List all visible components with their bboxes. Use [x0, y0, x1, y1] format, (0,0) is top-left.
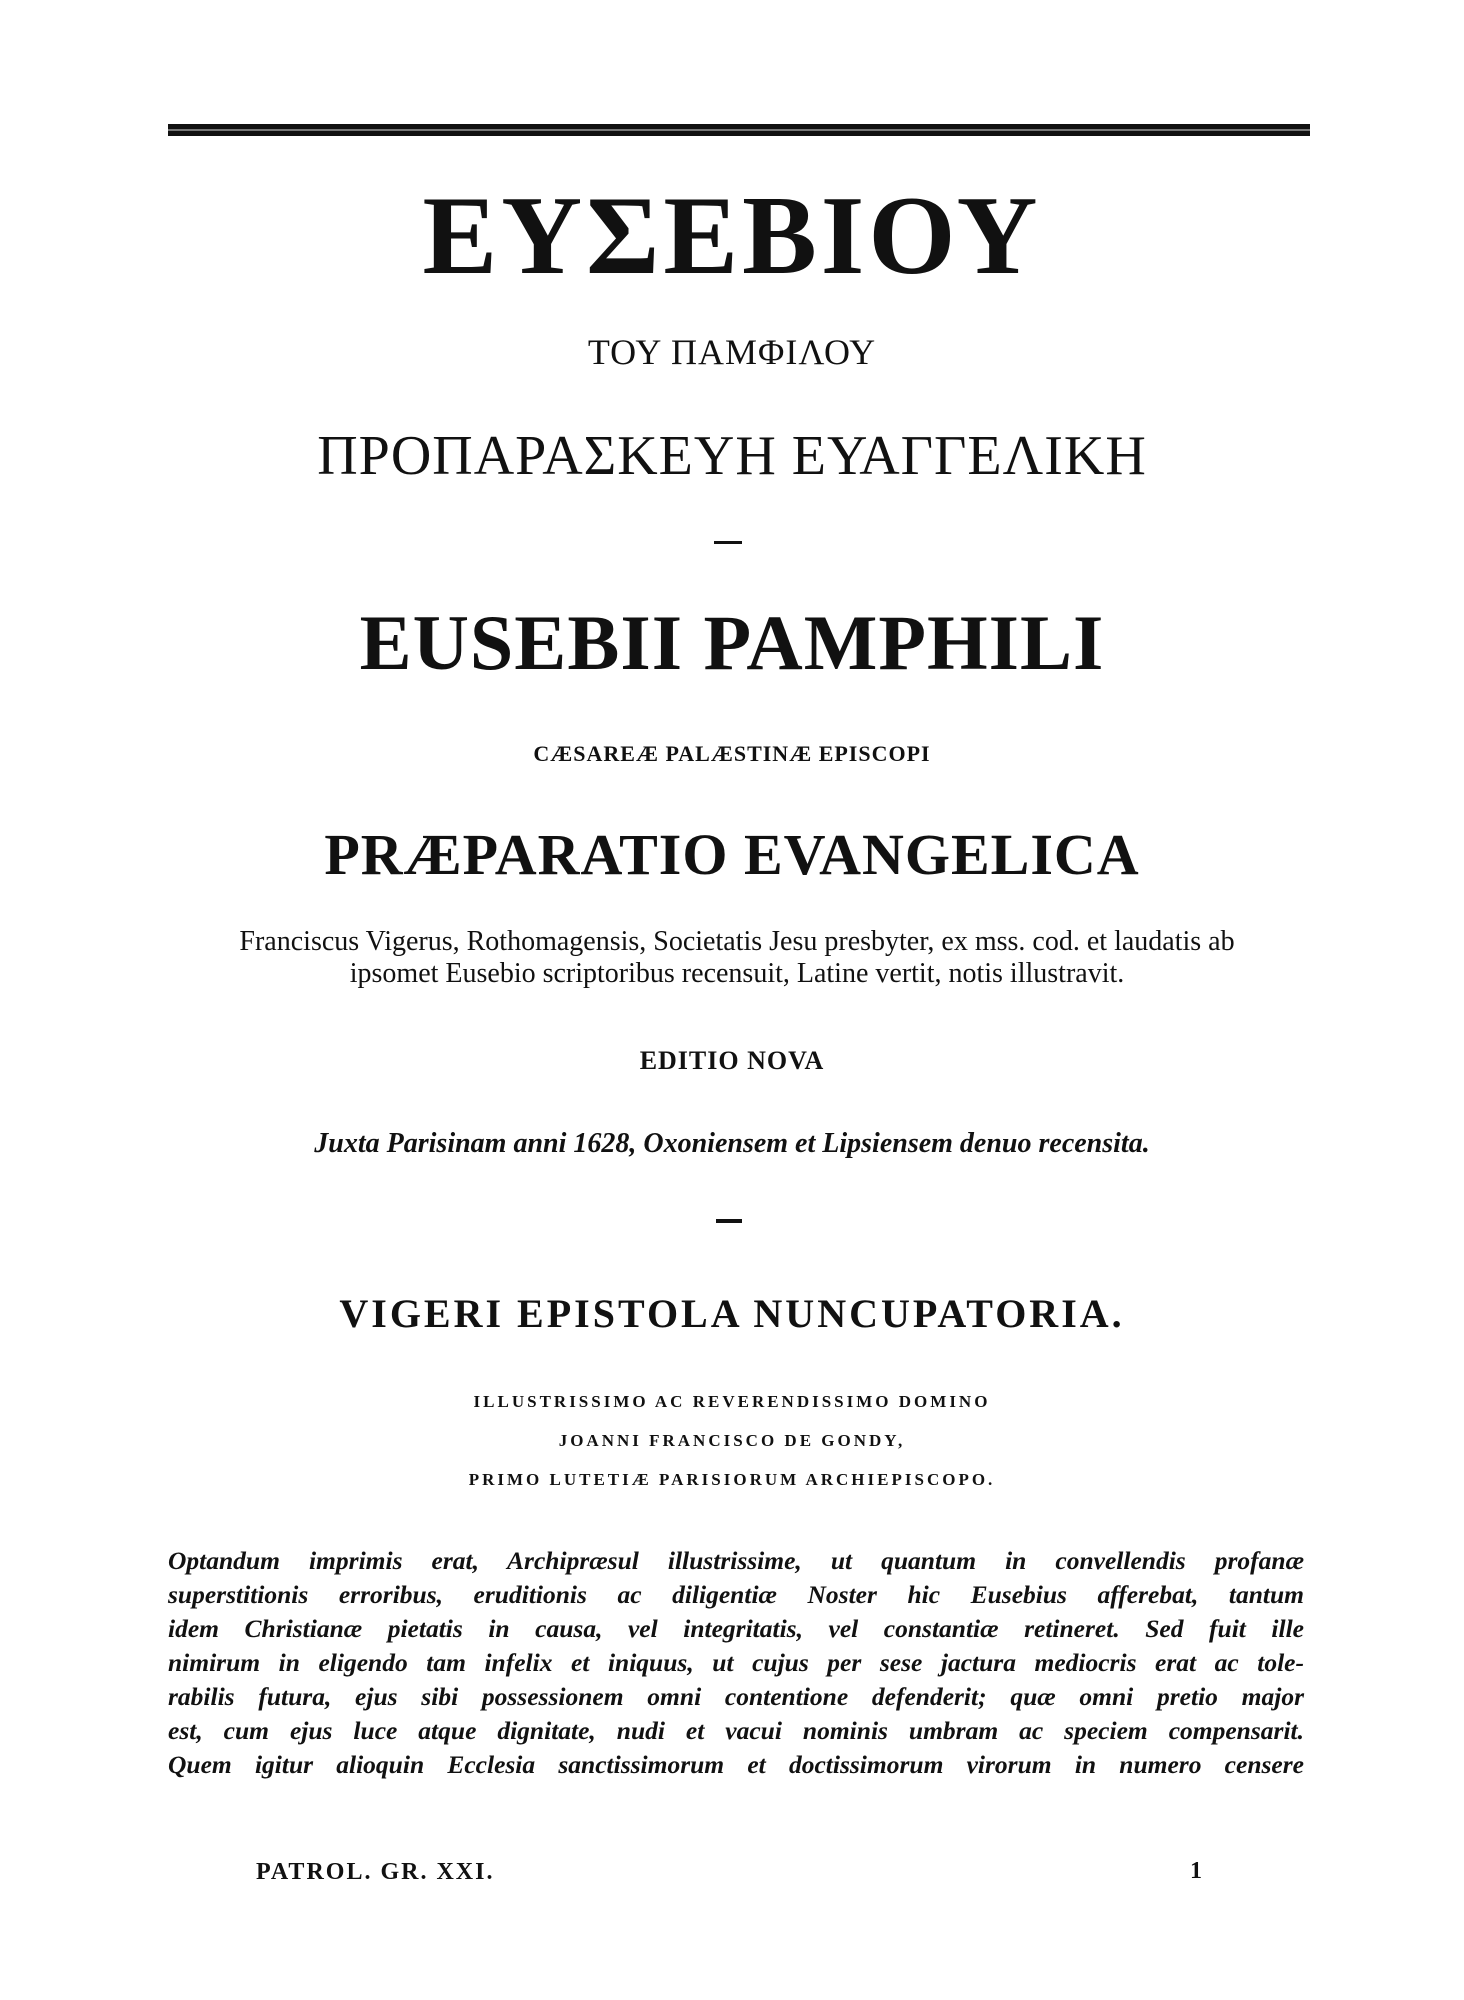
title-latin: EUSEBII PAMPHILI	[359, 599, 1105, 686]
editor-credit-line: ipsomet Eusebio scriptoribus recensuit, Latine vertit, notis illustravit.	[349, 958, 1125, 989]
epistle-body	[168, 1544, 1304, 1782]
title-greek: ΕΥΣΕΒΙΟΥ	[422, 174, 1042, 298]
dedication-line: PRIMO LUTETIÆ PARISIORUM ARCHIEPISCOPO.	[468, 1470, 996, 1489]
top-rule	[168, 124, 1310, 136]
subtitle-latin: CÆSAREÆ PALÆSTINÆ EPISCOPI	[533, 741, 931, 766]
work-title-latin: PRÆPARATIO EVANGELICA	[324, 822, 1140, 887]
dedication-line: ILLUSTRISSIMO AC REVERENDISSIMO DOMINO	[473, 1392, 991, 1411]
body-line: rabilis futura, ejus sibi possessionem omni contentione defenderit; quæ omni pretio major	[168, 1682, 1304, 1711]
edition-note: Juxta Parisinam anni 1628, Oxoniensem et Lipsiensem denuo recensita.	[314, 1128, 1150, 1159]
body-line: idem Christianæ pietatis in causa, vel integritatis, vel constantiæ retineret. Sed fuit ille	[168, 1614, 1304, 1643]
editor-credit-line: Franciscus Vigerus, Rothomagensis, Societatis Jesu presbyter, ex mss. cod. et laudatis ab	[239, 926, 1235, 957]
subtitle-greek: ΤΟΥ ΠΑΜΦΙΛΟΥ	[587, 332, 877, 372]
body-line: est, cum ejus luce atque dignitate, nudi et vacui nominis umbram ac speciem compensarit.	[168, 1716, 1304, 1745]
work-title-greek: ΠΡΟΠΑΡΑΣΚΕΥΗ ΕΥΑΓΓΕΛΙΚΗ	[317, 425, 1147, 487]
separator-dash	[716, 1219, 742, 1223]
edition-label: EDITIO NOVA	[639, 1046, 825, 1075]
section-title: VIGERI EPISTOLA NUNCUPATORIA.	[339, 1291, 1125, 1336]
body-line: Quem igitur alioquin Ecclesia sanctissimorum et doctissimorum virorum in numero censere	[168, 1750, 1304, 1779]
body-line: Optandum imprimis erat, Archipræsul illustrissime, ut quantum in convellendis profanæ	[168, 1546, 1304, 1575]
body-line: superstitionis erroribus, eruditionis ac diligentiæ Noster hic Eusebius afferebat, tantum	[168, 1580, 1304, 1609]
volume-footer: PATROL. GR. XXI.	[256, 1859, 495, 1885]
page-number: 1	[1190, 1858, 1202, 1884]
body-line: nimirum in eligendo tam infelix et iniquus, ut cujus per sese jactura mediocris erat ac tole-	[168, 1648, 1304, 1677]
dedication-line: JOANNI FRANCISCO DE GONDY,	[558, 1431, 906, 1450]
separator-dash	[714, 541, 742, 544]
editor-credit	[172, 926, 1302, 990]
